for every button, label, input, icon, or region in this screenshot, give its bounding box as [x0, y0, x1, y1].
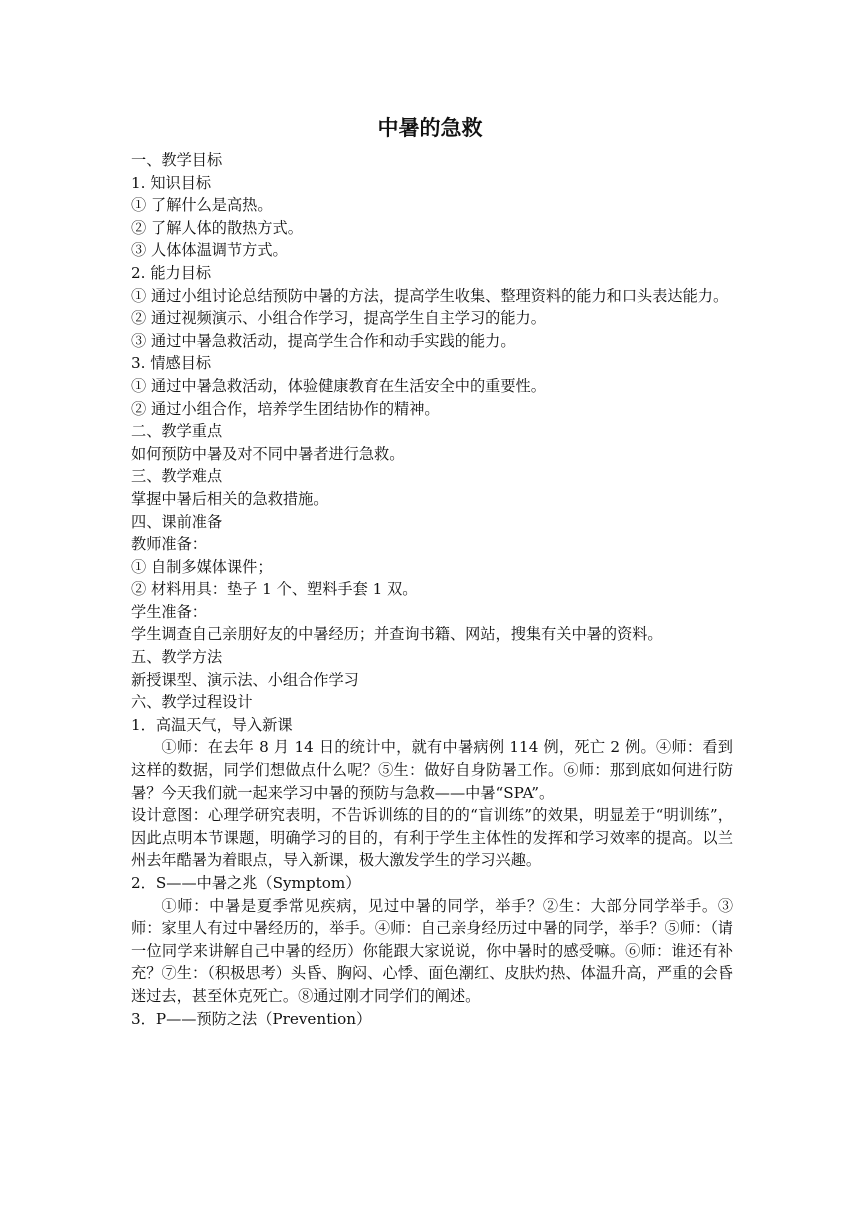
- paragraph: ①师：中暑是夏季常见疾病，见过中暑的同学，举手？②生：大部分同学举手。③师：家里人有过中暑经历的，举手。④师：自己亲身经历过中暑的同学，举手？⑤师：（请一位同学来讲解自己中暑的经历）你能跟大家说说，你中暑时的感受嘛。⑥师：谁还有补充？⑦生：（积极思考）头昏、胸闷、心悸、面色潮红、皮肤灼热、体温升高，严重的会昏迷过去，甚至休克死亡。⑧通过刚才同学们的阐述。: [131, 896, 733, 1005]
- subheading-teacher-prep: 教师准备：: [131, 535, 207, 554]
- section-heading-key-points: 二、教学重点: [131, 422, 223, 441]
- list-item: ① 通过小组讨论总结预防中暑的方法，提高学生收集、整理资料的能力和口头表达能力。: [131, 286, 729, 305]
- list-item: ③ 人体体温调节方式。: [131, 241, 288, 260]
- subheading-step-2: 2．S——中暑之兆（Symptom）: [131, 874, 361, 892]
- section-heading-objectives: 一、教学目标: [131, 151, 223, 169]
- list-item: ③ 通过中暑急救活动，提高学生合作和动手实践的能力。: [131, 331, 516, 350]
- subheading-step-1: 1．高温天气，导入新课: [131, 715, 293, 734]
- list-item: ① 自制多媒体课件；: [131, 557, 273, 576]
- subheading-step-3: 3．P——预防之法（Prevention）: [131, 1009, 372, 1028]
- subheading-ability: 2. 能力目标: [131, 263, 212, 282]
- list-item: ② 了解人体的散热方式。: [131, 218, 303, 237]
- subheading-student-prep: 学生准备：: [131, 602, 207, 621]
- list-item: ② 通过视频演示、小组合作学习，提高学生自主学习的能力。: [131, 309, 546, 328]
- paragraph: 新授课型、演示法、小组合作学习: [131, 670, 359, 689]
- paragraph: ①师：在去年 8 月 14 日的统计中，就有中暑病例 114 例，死亡 2 例。④师：看到这样的数据，同学们想做点什么呢？⑤生：做好自身防暑工作。⑥师：那到底如何进行防暑？今天我们就一起来学习中暑的预防与急救——中暑“SPA”。: [131, 738, 733, 802]
- document-title: 中暑的急救: [377, 116, 483, 140]
- section-heading-process: 六、教学过程设计: [131, 693, 253, 712]
- list-item: ② 通过小组合作，培养学生团结协作的精神。: [131, 399, 440, 418]
- section-heading-methods: 五、教学方法: [131, 648, 223, 667]
- section-heading-difficulties: 三、教学难点: [131, 467, 223, 486]
- subheading-knowledge: 1. 知识目标: [131, 173, 212, 192]
- subheading-emotion: 3. 情感目标: [131, 354, 212, 373]
- list-item: ① 通过中暑急救活动，体验健康教育在生活安全中的重要性。: [131, 376, 546, 395]
- list-item: ② 材料用具：垫子 1 个、塑料手套 1 双。: [131, 580, 418, 599]
- section-heading-preparation: 四、课前准备: [131, 512, 223, 531]
- paragraph: 如何预防中暑及对不同中暑者进行急救。: [131, 444, 405, 463]
- paragraph: 掌握中暑后相关的急救措施。: [131, 489, 329, 508]
- list-item: ① 了解什么是高热。: [131, 196, 273, 215]
- paragraph: 学生调查自己亲朋好友的中暑经历；并查询书籍、网站，搜集有关中暑的资料。: [131, 625, 663, 644]
- document-body: [131, 149, 733, 1030]
- paragraph: 设计意图：心理学研究表明，不告诉训练的目的的“盲训练”的效果，明显差于“明训练”，因此点明本节课题，明确学习的目的，有利于学生主体性的发挥和学习效率的提高。以兰州去年酷暑为着眼点，导入新课，极大激发学生的学习兴趣。: [131, 806, 733, 870]
